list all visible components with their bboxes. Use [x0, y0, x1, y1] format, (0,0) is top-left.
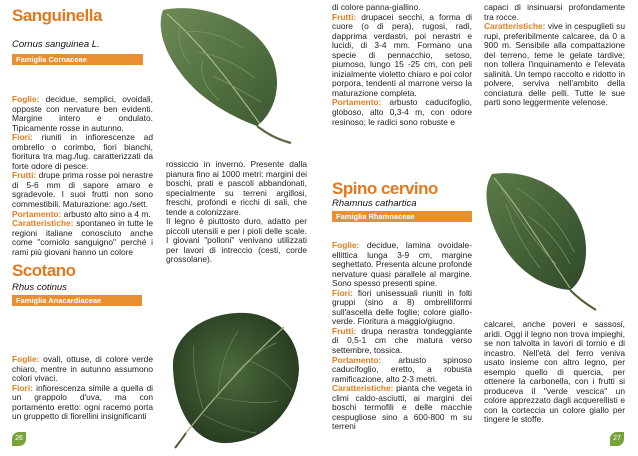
field-label: Portamento:	[12, 208, 62, 219]
paragraph	[332, 356, 472, 385]
sanguinella-title: Sanguinella	[12, 6, 102, 25]
field-text: drupacei secchi, a forma di cuore (o di pera), rugosi, radi, dapprima verdastri, poi nerastri e lucidi, di 3-4 mm. Formano una specie di pennacchio, setoso, piumoso, lungo 15 -25 cm, con peli inizialmente violetto chiaro e poi color porpora, tendenti al marrone verso la maturazione completa.	[332, 11, 472, 98]
field-text: arbusto spinoso caducifoglio, eretto, a robusta ramificazione, alto 2-3 metri.	[332, 354, 472, 384]
field-label: Frutti:	[332, 11, 357, 22]
spino-cervino-title: Spino cervino	[332, 179, 438, 198]
field-text: decidue, semplici, ovoidali, opposte con nervature ben evidenti. Margine intero e ondulato. Tipicamente rosse in autunno.	[12, 94, 153, 133]
paragraph: capaci di insinuarsi profondamente tra rocce.	[484, 2, 625, 22]
spino-cervino-family-bar: Famiglia Rhamnaceae	[332, 211, 472, 222]
paragraph	[332, 13, 472, 99]
scotano-text-column-4	[484, 3, 625, 108]
scotano-family-bar: Famiglia Anacardiaceae	[12, 295, 142, 306]
field-label: Frutti:	[12, 170, 37, 181]
field-text: spontaneo in tutte le regioni italiane conosciuto anche come "corniolo sanguigno" perché i rami più giovani hanno un colore	[12, 218, 153, 257]
scotano-title: Scotano	[12, 261, 76, 280]
field-text: fiori unisessuali riuniti in folti gruppi (sino a 8) ombrelliformi sull'ascella delle foglie; colore giallo-verde. Fioritura a maggio/giugno.	[332, 287, 472, 327]
paragraph	[332, 384, 472, 432]
paragraph: calcarei, anche poveri e sassosi, aridi. Oggi il legno non trova impieghi, se non talvolta in lavori di tornio e di incastro. Nell'età del ferro veniva usato insieme con altro legno, per esempio quello di quercia, per ottenere la carbonella, con i frutti si produceva il "verde vescica" un colore apprezzato dagli acquerellisti e con la corteccia un colore giallo per tingere le stoffe.	[484, 319, 625, 425]
sanguinella-text-column-2	[166, 160, 307, 265]
scotano-leaf-photo	[158, 305, 308, 451]
sanguinella-text-column-1	[12, 95, 153, 257]
field-label: Fiori:	[12, 382, 33, 393]
paragraph	[332, 241, 472, 289]
field-text: infiorescenza simile a quella di un grappolo d'uva, ma con portamento eretto: ogni racemo porta un gruppetto di fiorellini insignificanti	[12, 382, 153, 422]
paragraph	[332, 327, 472, 356]
page-number-badge-left: 26	[12, 432, 26, 446]
spino-cervino-scientific-name: Rhamnus cathartica	[332, 198, 417, 209]
field-text: arbusto caducifoglio, globoso, alto 0,3-4 m, con odore resinoso; le radici sono robuste e	[332, 97, 472, 127]
field-label: Fiori:	[332, 287, 353, 298]
scotano-text-column-1	[12, 355, 153, 422]
field-label: Frutti:	[332, 325, 357, 336]
field-text: ovali, ottuse, di colore verde chiaro, mentre in autunno assumono colori vivaci.	[12, 354, 153, 384]
field-text: decidue, lamina ovoidale-ellittica lunga 3-9 cm, margine seghettato. Presenta alcune profonde nervature quasi parallele al margine. Sono spesso presenti spine.	[332, 240, 472, 289]
page-number-badge-right: 27	[610, 432, 624, 446]
field-text: pianta che vegeta in climi caldo-asciutti, ai margini dei boschi termofili e delle macchie cespugliose sino a 600-800 m su terreni	[332, 383, 472, 432]
spino-cervino-leaf-photo	[470, 164, 610, 314]
field-label: Portamento:	[332, 97, 382, 108]
field-text: drupa nerastra tondeggiante di 0,5-1 cm che matura verso settembre, tossica.	[332, 325, 472, 356]
paragraph	[12, 95, 153, 133]
spino-cervino-text-column-3	[332, 241, 472, 432]
paragraph	[12, 384, 153, 422]
field-text: vive in cespuglieti su rupi, preferibilmente calcaree, da 0 a 900 m. Sensibile alla compattazione del terreno, teme le gelate tardive; non tollera l'inquinamento e l'elevata salinità. Un tempo raccolto e ridotto in polvere, serviva nell'ambito della conciatura delle pelli. Tutte le sue parti sono leggermente velenose.	[484, 21, 625, 108]
field-label: Caratteristiche:	[484, 21, 546, 32]
spino-cervino-text-column-4	[484, 320, 625, 425]
field-text: riuniti in infiorescenze ad ombrello o corimbo, fiori bianchi, fioritura tra mag./lug. caratterizzati da forte odore di pesce.	[12, 132, 153, 171]
paragraph	[12, 355, 153, 384]
sanguinella-scientific-name: Cornus sanguinea L.	[12, 39, 100, 50]
paragraph	[12, 171, 153, 209]
field-label: Fiori:	[12, 132, 33, 143]
sanguinella-family-bar: Famiglia Cornaceae	[12, 54, 143, 65]
paragraph	[484, 22, 625, 108]
field-text: drupe prima rosse poi nerastre di 5-6 mm di sapore amaro e sgradevole. I suoi frutti non sono commestibili. Maturazione: ago./sett.	[12, 170, 153, 210]
field-label: Portamento:	[332, 354, 382, 365]
paragraph: rossiccio in inverno. Presente dalla pianura fino ai 1000 metri: margini dei boschi, prati e pascoli abbandonati, specialmente su terreni argillosi, freschi, profondi e ricchi di sali, che tende a colonizzare.	[166, 159, 307, 217]
scotano-text-column-3	[332, 3, 472, 127]
field-label: Caratteristiche:	[12, 218, 74, 229]
paragraph: Il legno è piuttosto duro, adatto per piccoli utensili e per i pioli delle scale. I giovani "polloni" venivano utilizzati per lavori di intreccio (cesti, corde grossolane).	[166, 216, 307, 265]
paragraph	[332, 98, 472, 127]
field-label: Caratteristiche:	[332, 383, 394, 394]
scotano-scientific-name: Rhus cotinus	[12, 282, 67, 293]
paragraph	[12, 219, 153, 257]
field-text: di colore panna-giallino.	[332, 2, 421, 12]
field-label: Foglie:	[332, 240, 360, 250]
field-label: Foglie:	[12, 94, 40, 104]
sanguinella-leaf-photo	[145, 2, 295, 148]
paragraph	[12, 133, 153, 171]
field-text: arbusto alto sino a 4 m.	[61, 208, 151, 219]
field-label: Foglie:	[12, 354, 40, 364]
paragraph	[332, 289, 472, 327]
